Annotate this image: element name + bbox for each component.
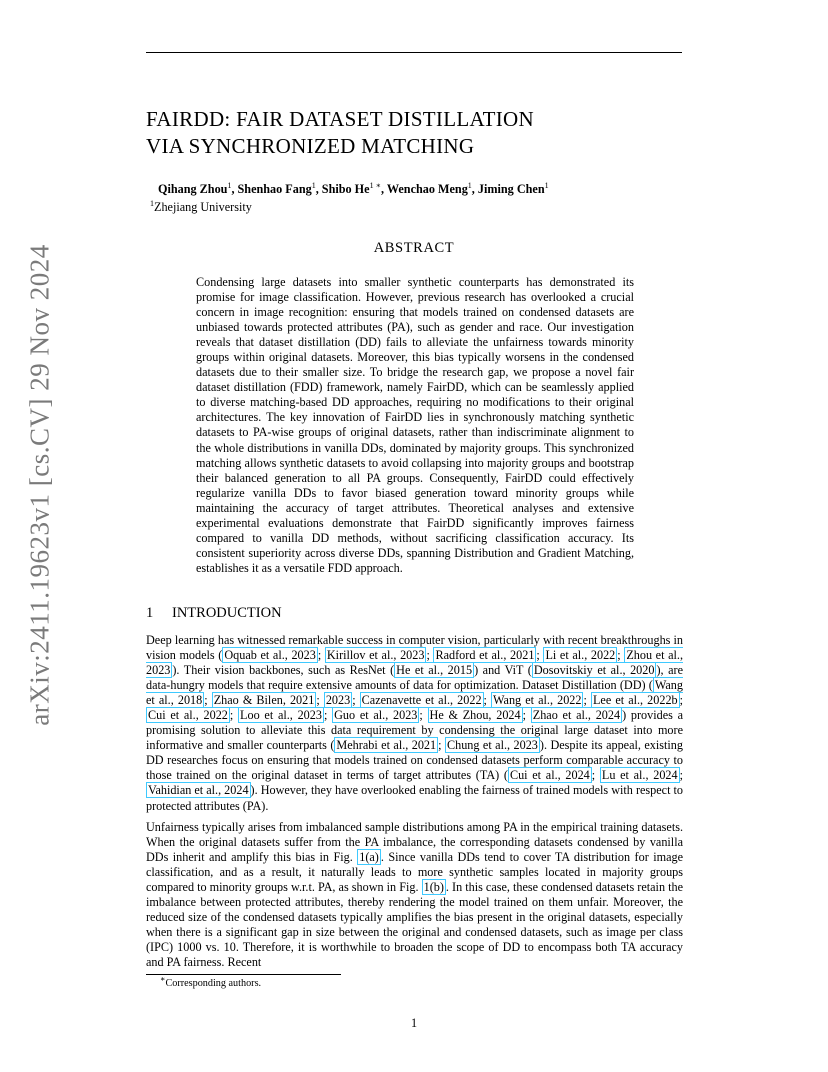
title-line-1: FAIRDD: FAIR DATASET DISTILLATION [146, 107, 534, 131]
paragraph-text: Unfairness typically arises from imbalanced sample distributions among PA in the empirical training datasets. When the original datasets suffer from the PA imbalance, the corresponding datasets condensed by vanilla DDs inherit and amplify this bias in Fig. [146, 820, 683, 865]
section-number: 1 [146, 605, 154, 621]
citation-link[interactable]: Kirillov et al., 2023 [326, 648, 425, 663]
paragraph-text: ; [679, 693, 684, 708]
author-name: Shibo He [321, 182, 370, 196]
figure-link[interactable]: 1(a) [359, 850, 379, 865]
author-list: Qihang Zhou$^1$, Shenhao Fang$^1$, Shibo $He^{1 ∗}$, Wenchao Meng$^1$, Jiming Chen$^1$ [158, 180, 549, 196]
paragraph-text: ; [536, 648, 544, 663]
section-title: INTRODUCTION [172, 605, 282, 621]
arxiv-stamp-wrapper [22, 244, 58, 726]
paragraph-text: ; [419, 708, 428, 723]
paragraph-text: ; [583, 693, 591, 708]
paragraph-text: ; [591, 768, 600, 783]
figure-link[interactable]: 1(b) [423, 880, 444, 895]
citation-link[interactable]: Chung et al., 2023 [446, 738, 538, 753]
paragraph-text: ; [317, 648, 325, 663]
citation-link[interactable]: Zhao et al., 2024 [532, 708, 621, 723]
citation-link[interactable]: Zhou et al., 2023 [146, 648, 684, 678]
citation-link[interactable]: Li et al., 2022 [545, 648, 616, 663]
footnote [160, 974, 262, 989]
paragraph-text: ; [522, 708, 531, 723]
footnote-mark: ∗ [160, 974, 166, 984]
author-mark: 1 [467, 180, 472, 190]
page-number: 1 [410, 1016, 418, 1030]
citation-link[interactable]: He & Zhou, 2024 [429, 708, 521, 723]
paragraph-text: ) and ViT ( [474, 663, 532, 678]
citation-link[interactable]: Cazenavette et al., 2022 [361, 693, 482, 708]
author-mark: 1 ∗ [369, 180, 381, 190]
citation-link[interactable]: Wang et al., 2018 [146, 678, 683, 708]
paragraph-text: ). However, they have overlooked enabling the fairness of trained models with respect to protected attributes (PA). [146, 783, 683, 813]
author-mark: 1 [544, 180, 549, 190]
paragraph-text: ; [426, 648, 434, 663]
title-line-2: VIA SYNCHRONIZED MATCHING [146, 134, 475, 158]
paragraph-text: ) provides a promising solution to alleviate this data requirement by condensing the original large dataset into more informative and smaller counterparts ( [146, 708, 684, 753]
citation-link[interactable]: Wang et al., 2022 [493, 693, 582, 708]
paragraph-text: ; [352, 693, 360, 708]
paragraph-text: . Since vanilla DDs tend to cover TA distribution for image classification, and as a result, it naturally leads to more synthetic samples located in majority groups compared to minority groups w.r.t. PA, as shown in Fig. [146, 850, 683, 895]
author-name: Wenchao Meng [386, 182, 468, 196]
arxiv-stamp[interactable]: arXiv:2411.19623v1 [cs.CV] 29 Nov 2024 [24, 244, 55, 726]
author-mark: 1 [311, 180, 316, 190]
paragraph-text: ; [617, 648, 625, 663]
citation-link[interactable]: Lu et al., 2024 [601, 768, 678, 783]
paragraph-text: ; [438, 738, 445, 753]
citation-link[interactable]: Loo et al., 2023 [240, 708, 322, 723]
paragraph-text: ). Their vision backbones, such as ResNet ( [172, 663, 395, 678]
footnote-rule [146, 974, 341, 975]
intro-paragraph-2 [146, 820, 683, 970]
author-name: Qihang Zhou [158, 182, 228, 196]
paragraph-text: ). Despite its appeal, existing DD researches focus on ensuring that models trained on condensed datasets perform comparable accuracy to those trained on the original dataset in terms of target attributes (TA) ( [146, 738, 683, 783]
affiliation [150, 200, 252, 215]
paragraph-text: ; [204, 693, 212, 708]
citation-link[interactable]: Radford et al., 2021 [435, 648, 535, 663]
abstract-heading: ABSTRACT [373, 240, 455, 256]
paper-title [146, 106, 706, 160]
paragraph-text: ; [679, 768, 683, 783]
citation-link[interactable]: Dosovitskiy et al., 2020 [533, 663, 655, 678]
citation-link[interactable]: Cui et al., 2024 [509, 768, 590, 783]
citation-link[interactable]: He et al., 2015 [396, 663, 473, 678]
abstract-body: Condensing large datasets into smaller synthetic counterparts has demonstrated its promise for image classification. However, previous research has overlooked a crucial concern in image recognition: ensuring that models trained on condensed datasets are unbiased towards protected attributes (PA), such as gender and race. Our investigation reveals that dataset distillation (DD) fails to alleviate the unfairness towards minority groups within original datasets. Moreover, this bias typically worsens in the condensed datasets due to their smaller size. To bridge the research gap, we propose a novel fair dataset distillation (FDD) framework, namely FairDD, which can be seamlessly applied to diverse matching-based DD approaches, requiring no modifications to their original architectures. The key innovation of FairDD lies in synchronously matching synthetic datasets to PA-wise groups of original datasets, rather than indiscriminate alignment to the whole distributions in vanilla DDs, dominated by majority groups. This synchronized matching allows synthetic datasets to avoid collapsing into majority groups and bootstrap their balanced generation to all PA groups. Consequently, FairDD could effectively regularize vanilla DDs to favor biased generation toward minority groups while maintaining the accuracy of target attributes. Theoretical analyses and extensive experimental evaluations demonstrate that FairDD significantly improves fairness compared to vanilla DD methods, without sacrificing classification accuracy. Its consistent superiority across diverse DDs, spanning Distribution and Gradient Matching, establishes it as a versatile FDD approach. [196, 275, 634, 575]
paragraph-text: ; [316, 693, 324, 708]
paragraph-text: . In this case, these condensed datasets retain the imbalance between protected attributes, thereby rendering the model trained on them unfair. Moreover, the reduced size of the condensed datasets typically amplifies the bias present in the original datasets, especially when there is a significant gap in size between the original and condensed datasets, such as image per class (IPC) 1000 vs. 10. Therefore, it is worthwhile to broaden the scope of DD to encompass both TA accuracy and PA fairness. Recent [146, 880, 683, 970]
citation-link[interactable]: Zhao & Bilen, 2021 [213, 693, 315, 708]
citation-link[interactable]: Guo et al., 2023 [334, 708, 418, 723]
section-heading [146, 605, 282, 622]
citation-link[interactable]: Lee et al., 2022b [592, 693, 678, 708]
citation-link[interactable]: Vahidian et al., 2024 [148, 783, 249, 798]
citation-link[interactable]: Oquab et al., 2023 [224, 648, 316, 663]
author-name: Jiming Chen [477, 182, 545, 196]
citation-link[interactable]: Cui et al., 2022 [148, 708, 228, 723]
paragraph-text: ), are data-hungry models that require extensive amounts of data for optimization. Dataset Distillation (DD) ( [146, 663, 683, 693]
paragraph-text: Deep learning has witnessed remarkable success in computer vision, particularly with recent breakthroughs in vision models ( [146, 633, 683, 663]
author-name: Shenhao Fang [237, 182, 312, 196]
citation-link[interactable]: Mehrabi et al., 2021 [336, 738, 437, 753]
paragraph-text: ; [323, 708, 333, 723]
paragraph-text: ; [483, 693, 492, 708]
citation-link[interactable]: 2023 [325, 693, 351, 708]
top-rule [146, 52, 682, 53]
footnote-text: Corresponding authors. [165, 978, 262, 989]
affiliation-mark: 1 [150, 198, 154, 208]
paragraph-text: ; [229, 708, 239, 723]
intro-paragraph-1 [146, 633, 683, 814]
author-mark: 1 [227, 180, 232, 190]
affiliation-text: Zhejiang University [154, 200, 252, 214]
